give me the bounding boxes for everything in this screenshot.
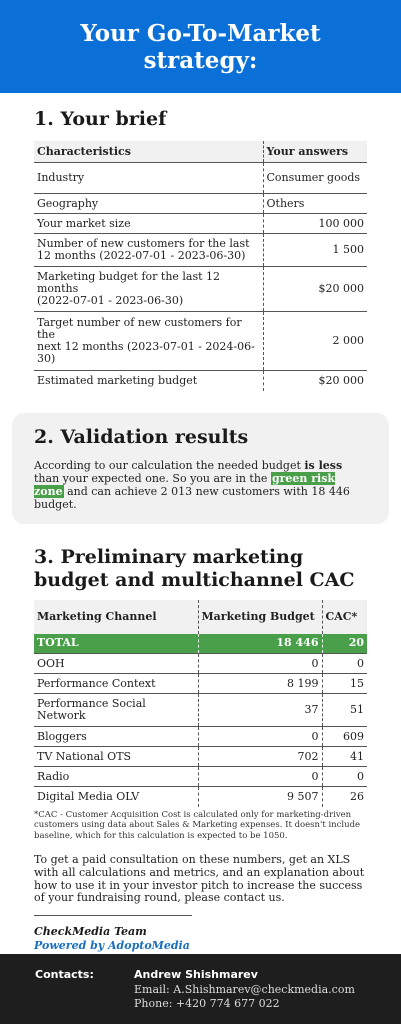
budget-row [34, 787, 367, 807]
budget-row [34, 767, 367, 787]
budget-header-budget: Marketing Budget [198, 600, 322, 634]
budget-row [34, 674, 367, 694]
brief-label: Geography [34, 194, 263, 214]
budget-section [0, 546, 401, 953]
brief-value: $20 000 [263, 371, 367, 391]
channel-name: OOH [34, 654, 198, 674]
channel-budget: 0 [198, 767, 322, 787]
validation-text [34, 459, 367, 511]
contact-phone[interactable]: Phone: +420 774 677 022 [134, 997, 280, 1010]
channel-cac: 609 [322, 727, 367, 747]
validation-text-part: and can achieve 2 013 new customers with 18 446 budget. [34, 484, 350, 511]
brief-header-row [34, 141, 367, 163]
risk-zone-badge: green risk zone [34, 471, 336, 498]
hero-title: Your Go-To-Market strategy: [80, 19, 321, 74]
channel-budget: 8 199 [198, 674, 322, 694]
channel-name: Digital Media OLV [34, 787, 198, 807]
total-cac: 20 [322, 634, 367, 654]
channel-name: Radio [34, 767, 198, 787]
brief-title: 1. Your brief [34, 108, 167, 130]
brief-label: Estimated marketing budget [34, 371, 263, 391]
brief-row [34, 234, 367, 267]
contact-info [134, 968, 355, 1012]
channel-budget: 37 [198, 694, 322, 727]
contact-name: Andrew Shishmarev [134, 968, 258, 981]
brief-label: Your market size [34, 214, 263, 234]
brief-label: Number of new customers for the last 12 months (2022-07-01 - 2023-06-30) [34, 234, 263, 267]
channel-cac: 0 [322, 654, 367, 674]
channel-budget: 702 [198, 747, 322, 767]
brief-row [34, 194, 367, 214]
brief-row [34, 267, 367, 312]
brief-row [34, 214, 367, 234]
brief-row [34, 312, 367, 371]
total-budget: 18 446 [198, 634, 322, 654]
channel-cac: 0 [322, 767, 367, 787]
team-signature: CheckMedia Team [34, 925, 147, 939]
channel-cac: 15 [322, 674, 367, 694]
brief-value: 1 500 [263, 234, 367, 267]
channel-name: Performance Context [34, 674, 198, 694]
brief-value: 100 000 [263, 214, 367, 234]
hero-banner [0, 0, 401, 93]
brief-row [34, 163, 367, 194]
contact-email[interactable]: Email: A.Shishmarev@checkmedia.com [134, 982, 355, 996]
brief-row [34, 371, 367, 391]
brief-label: Target number of new customers for the next 12 months (2023-07-01 - 2024-06-30) [34, 312, 263, 371]
budget-table [34, 600, 367, 807]
budget-row [34, 727, 367, 747]
budget-row [34, 694, 367, 727]
channel-name: Performance Social Network [34, 694, 198, 727]
total-label: TOTAL [34, 634, 198, 654]
budget-row [34, 654, 367, 674]
brief-value: 2 000 [263, 312, 367, 371]
brief-value: $20 000 [263, 267, 367, 312]
channel-name: Bloggers [34, 727, 198, 747]
brief-label: Marketing budget for the last 12 months (2022-07-01 - 2023-06-30) [34, 267, 263, 312]
brief-value: Others [263, 194, 367, 214]
brief-header-answers: Your answers [263, 141, 367, 163]
channel-name: TV National OTS [34, 747, 198, 767]
budget-title: 3. Preliminary marketing budget and multichannel CAC [34, 545, 355, 591]
contacts-footer [0, 954, 401, 1024]
powered-by-link[interactable]: Powered by AdoptoMedia [34, 939, 190, 953]
validation-text-part: According to our calculation the needed budget [34, 458, 305, 472]
validation-text-part: than your expected one. So you are in the [34, 471, 271, 485]
budget-header-channel: Marketing Channel [34, 600, 198, 634]
channel-cac: 51 [322, 694, 367, 727]
brief-header-characteristics: Characteristics [34, 141, 263, 163]
validation-panel [12, 413, 389, 524]
consultation-text: To get a paid consultation on these numbers, get an XLS with all calculations and metrics, and an explanation about how to use it in your investor pitch to increase the success of your fundraising round, please contact us. [34, 853, 365, 905]
channel-budget: 0 [198, 727, 322, 747]
validation-title: 2. Validation results [34, 425, 249, 448]
budget-header-cac: CAC* [322, 600, 367, 634]
budget-header-row [34, 600, 367, 634]
contacts-label: Contacts: [35, 968, 94, 981]
channel-budget: 9 507 [198, 787, 322, 807]
brief-label: Industry [34, 163, 263, 194]
validation-emphasis: is less [304, 458, 343, 472]
budget-total-row [34, 634, 367, 654]
channel-cac: 41 [322, 747, 367, 767]
channel-cac: 26 [322, 787, 367, 807]
budget-row [34, 747, 367, 767]
brief-section [0, 107, 401, 391]
channel-budget: 0 [198, 654, 322, 674]
signature-divider [34, 915, 192, 916]
brief-value: Consumer goods [263, 163, 367, 194]
cac-footnote: *CAC - Customer Acquisition Cost is calculated only for marketing-driven customers using data about Sales & Marketing expenses. It doesn't include baseline, which for this calculation is expected to be 1050. [34, 809, 361, 841]
brief-table [34, 141, 367, 391]
